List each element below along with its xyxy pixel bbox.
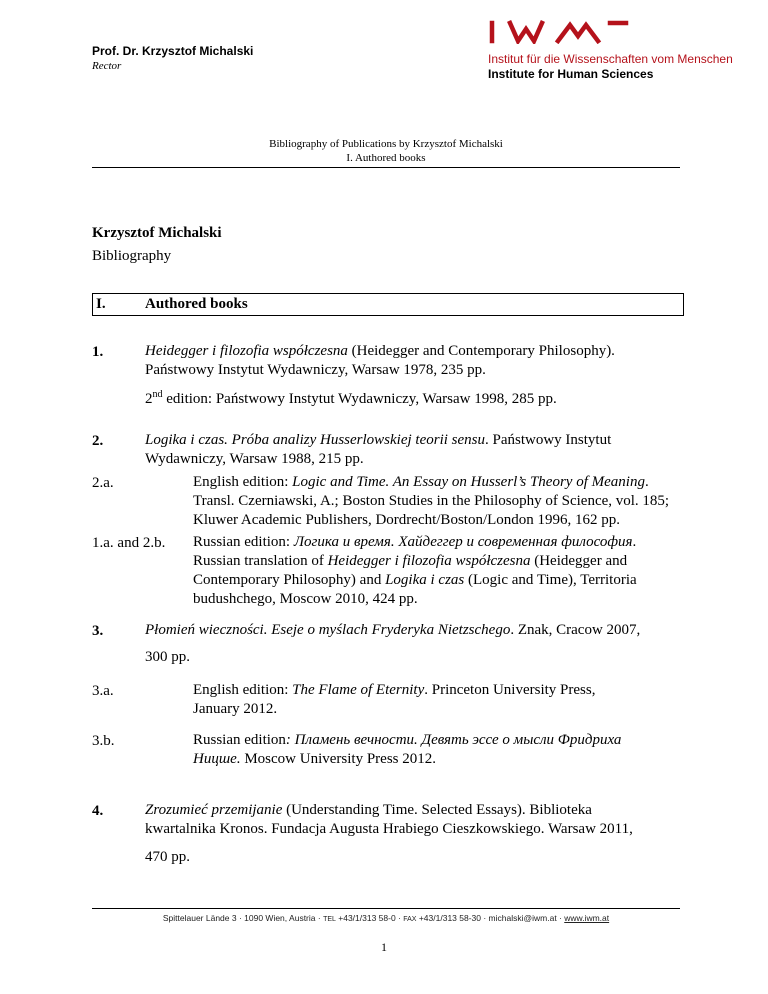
book-title: : Пламень вечности. Девять эссе о мысли Фридриха <box>285 732 622 748</box>
bibliography-author: Krzysztof Michalski <box>92 225 222 241</box>
bibliography-entry <box>145 342 685 380</box>
entry-line: Ницше. Moscow University Press 2012. <box>193 751 436 767</box>
document-subtitle: I. Authored books <box>346 152 426 164</box>
entry-line: Transl. Czerniawski, A.; Boston Studies in the Philosophy of Science, vol. 185; <box>193 493 670 509</box>
entry-line: Russian translation of Heidegger i filozofia współczesna (Heidegger and <box>193 553 628 569</box>
tel-label: TEL <box>323 916 336 923</box>
entry-edition <box>145 385 557 409</box>
book-title: Zrozumieć przemijanie <box>145 802 283 818</box>
entry-line: Russian edition: Логика и время. Хайдеггер и современная философия. <box>193 534 637 550</box>
bibliography-entry <box>193 533 693 609</box>
document-title: Bibliography of Publications by Krzysztof Michalski <box>269 138 503 150</box>
iwm-logo-icon <box>488 20 656 44</box>
edition-superscript: nd <box>152 389 163 400</box>
entry-line <box>145 431 685 450</box>
section-title: Authored books <box>145 296 248 312</box>
institute-name-german: Institut für die Wissenschaften vom Menschen <box>488 52 733 66</box>
book-title: Ницше. <box>193 751 241 767</box>
bibliography-entry <box>145 801 705 839</box>
entry-line: kwartalnika Kronos. Fundacja Augusta Hrabiego Cieszkowskiego. Warsaw 2011, <box>145 821 633 837</box>
book-title: Heidegger i filozofia współczesna <box>145 343 348 359</box>
entry-line: Contemporary Philosophy) and Logika i czas (Logic and Time), Territoria <box>193 572 637 588</box>
entry-line: budushchego, Moscow 2010, 424 pp. <box>193 591 418 607</box>
entry-line: January 2012. <box>193 701 278 717</box>
entry-line: 470 pp. <box>145 849 190 865</box>
book-title: Logika i czas <box>385 572 465 588</box>
author-name: Prof. Dr. Krzysztof Michalski <box>92 44 254 58</box>
entry-line: Płomień wieczności. Eseje o myślach Fryderyka Nietzschego. Znak, Cracow 2007, <box>145 622 641 638</box>
entry-number: 2.a. <box>92 475 114 491</box>
book-title: Płomień wieczności. Eseje o myślach Fryderyka Nietzschego <box>145 622 511 638</box>
entry-number: 2. <box>92 433 104 449</box>
edition-number: 2 <box>145 391 153 407</box>
header-divider <box>92 167 680 168</box>
bibliography-entry <box>193 473 693 530</box>
entry-line: Russian edition: Пламень вечности. Девять эссе о мысли Фридриха <box>193 732 622 748</box>
entry-number: 4. <box>92 803 104 819</box>
bibliography-entry <box>145 621 685 640</box>
entry-line: Zrozumieć przemijanie (Understanding Time. Selected Essays). Biblioteka <box>145 802 592 818</box>
footer-divider <box>92 908 680 909</box>
bibliography-entry <box>145 431 685 469</box>
entry-text: edition: Państwowy Instytut Wydawniczy, Warsaw 1998, 285 pp. <box>162 391 557 407</box>
book-title: Logika i czas. Próba analizy Husserlowskiej teorii sensu <box>145 432 485 448</box>
entry-number: 3. <box>92 623 104 639</box>
entry-text: . Państwowy Instytut <box>485 432 612 448</box>
entry-line: Kluwer Academic Publishers, Dordrecht/Boston/London 1996, 162 pp. <box>193 512 621 528</box>
book-title: Logic and Time. An Essay on Husserl’s Theory of Meaning <box>292 474 645 490</box>
book-title: Логика и время. Хайдеггер и современная философия <box>293 534 633 550</box>
entry-line: English edition: The Flame of Eternity. Princeton University Press, <box>193 682 596 698</box>
book-title: Heidegger i filozofia współczesna <box>327 553 531 569</box>
entry-line: 300 pp. <box>145 649 190 665</box>
website-link[interactable]: www.iwm.at <box>564 913 610 923</box>
entry-line: Państwowy Instytut Wydawniczy, Warsaw 1978, 235 pp. <box>145 362 486 378</box>
entry-number: 3.a. <box>92 683 114 699</box>
entry-line <box>145 342 685 361</box>
bibliography-entry <box>193 681 693 719</box>
entry-number: 1.a. and 2.b. <box>92 535 166 551</box>
footer-contact: Spittelauer Lände 3 · 1090 Wien, Austria · TEL +43/1/313 58-0 · FAX +43/1/313 58-30 · michalski@iwm.at · www.iwm.at <box>162 913 610 923</box>
entry-text: (Heidegger and Contemporary Philosophy). <box>347 343 615 359</box>
entry-line: Wydawniczy, Warsaw 1988, 215 pp. <box>145 451 364 467</box>
institute-name-english: Institute for Human Sciences <box>488 67 654 81</box>
entry-number: 1. <box>92 344 104 360</box>
fax-label: FAX <box>403 916 417 923</box>
bibliography-entry <box>193 731 693 769</box>
entry-line: English edition: Logic and Time. An Essay on Husserl’s Theory of Meaning. <box>193 474 649 490</box>
book-title: The Flame of Eternity <box>292 682 425 698</box>
page-number: 1 <box>381 940 387 954</box>
author-role: Rector <box>92 60 122 72</box>
section-number: I. <box>96 296 106 312</box>
entry-number: 3.b. <box>92 733 115 749</box>
bibliography-label: Bibliography <box>92 248 172 264</box>
